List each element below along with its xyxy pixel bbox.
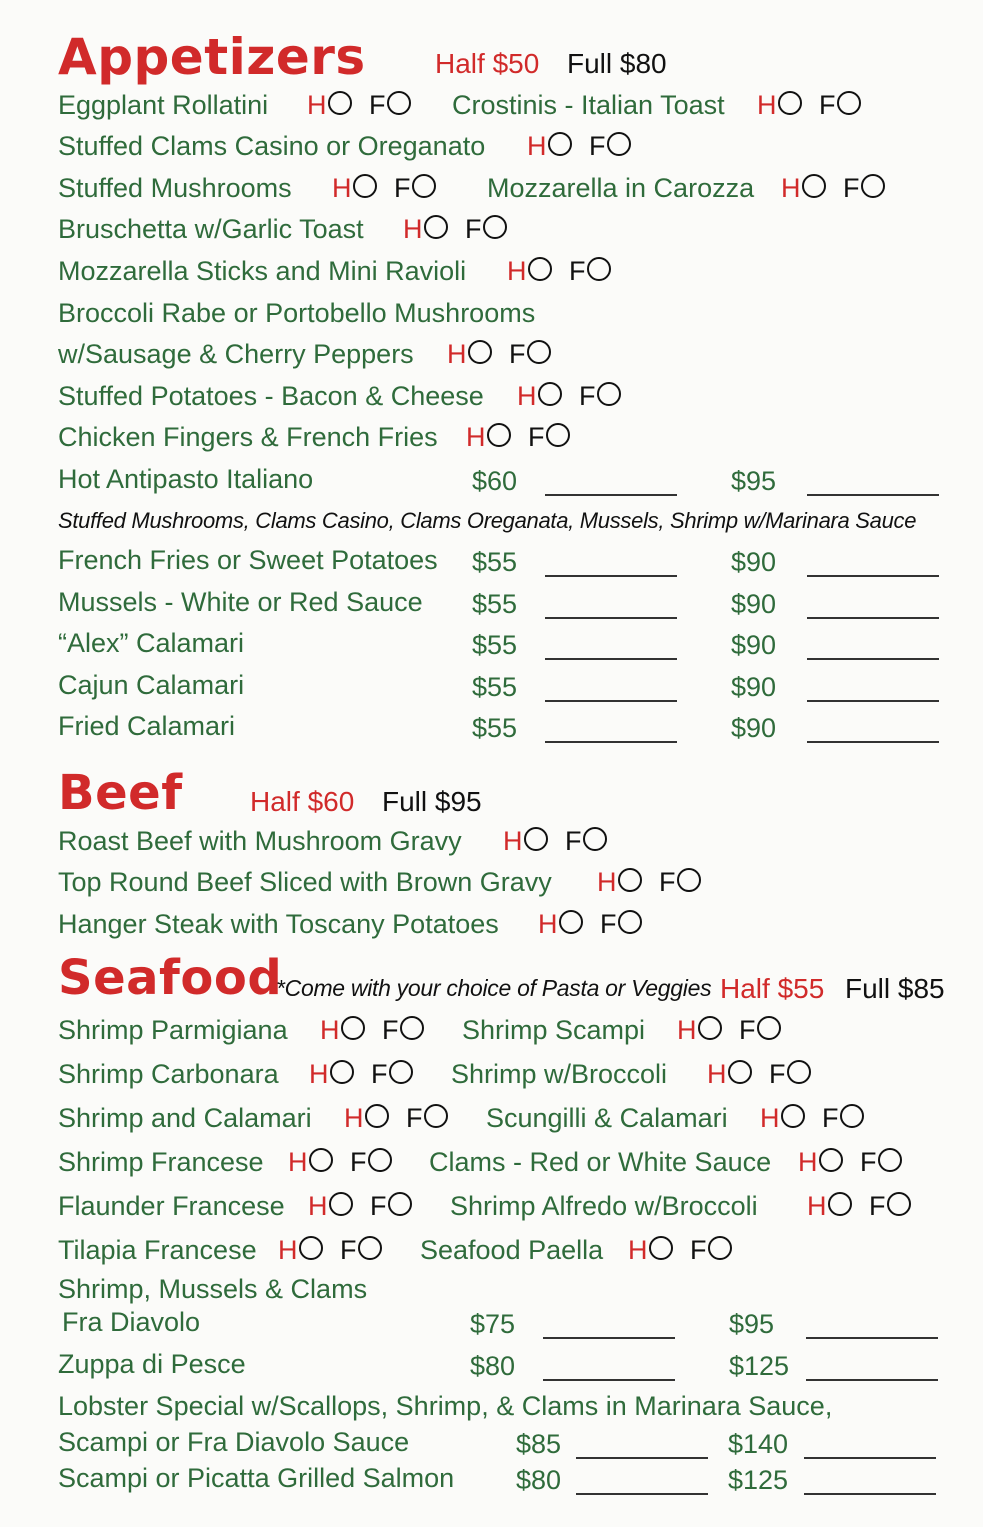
full-label: F [869, 1191, 886, 1221]
full-checkbox[interactable] [483, 215, 507, 239]
order-options [538, 909, 642, 940]
half-qty-line[interactable] [543, 1379, 675, 1381]
full-checkbox[interactable] [607, 132, 631, 156]
full-checkbox[interactable] [546, 423, 570, 447]
half-checkbox[interactable] [649, 1236, 673, 1260]
full-label: F [819, 90, 836, 120]
item-top-round-beef: Top Round Beef Sliced with Brown Gravy [58, 867, 552, 897]
full-checkbox[interactable] [757, 1016, 781, 1040]
order-options [798, 1147, 902, 1178]
order-options [517, 381, 621, 412]
half-qty-line[interactable] [545, 617, 677, 619]
item-seafood-paella: Seafood Paella [420, 1235, 604, 1265]
full-label: F [350, 1147, 367, 1177]
full-checkbox[interactable] [861, 174, 885, 198]
full-checkbox[interactable] [837, 91, 861, 115]
half-qty-line[interactable] [576, 1493, 708, 1495]
beef-full-price: Full $95 [382, 786, 482, 817]
half-price: $55 [472, 713, 518, 743]
full-price: $95 [731, 466, 777, 496]
half-label: H [320, 1015, 340, 1045]
full-checkbox[interactable] [388, 1192, 412, 1216]
item-zuppa-di-pesce: Zuppa di Pesce [58, 1349, 246, 1379]
half-label: H [288, 1147, 308, 1177]
half-price: $85 [516, 1429, 562, 1459]
item-hot-antipasto: Hot Antipasto Italiano [58, 464, 314, 494]
order-options [677, 1015, 781, 1046]
item-mussels: Mussels - White or Red Sauce [58, 587, 423, 617]
item-scungilli-calamari: Scungilli & Calamari [486, 1103, 728, 1133]
half-price: $55 [472, 630, 518, 660]
half-price: $55 [472, 589, 518, 619]
half-checkbox[interactable] [353, 174, 377, 198]
item-broccoli-rabe: Broccoli Rabe or Portobello Mushrooms [58, 298, 536, 328]
half-checkbox[interactable] [524, 827, 548, 851]
half-label: H [538, 909, 558, 939]
half-label: H [707, 1059, 727, 1089]
half-label: H [308, 1191, 328, 1221]
full-checkbox[interactable] [840, 1104, 864, 1128]
item-eggplant-rollatini: Eggplant Rollatini [58, 90, 269, 120]
full-label: F [509, 339, 526, 369]
half-price: $80 [516, 1465, 562, 1495]
item-lobster-special: Lobster Special w/Scallops, Shrimp, & Clams in Marinara Sauce, [58, 1391, 833, 1421]
order-options [760, 1103, 864, 1134]
order-options [332, 173, 436, 204]
item-french-fries: French Fries or Sweet Potatoes [58, 545, 438, 575]
half-label: H [309, 1059, 329, 1089]
item-chicken-fingers: Chicken Fingers & French Fries [58, 422, 438, 452]
item-stuffed-clams: Stuffed Clams Casino or Oreganato [58, 131, 486, 161]
half-label: H [307, 90, 327, 120]
appetizers-half-price: Half $50 [435, 48, 540, 79]
half-label: H [403, 214, 423, 244]
half-qty-line[interactable] [545, 700, 677, 702]
full-label: F [769, 1059, 786, 1089]
half-qty-line[interactable] [543, 1337, 675, 1339]
full-label: F [382, 1015, 399, 1045]
half-checkbox[interactable] [487, 423, 511, 447]
full-label: F [659, 867, 676, 897]
half-checkbox[interactable] [618, 868, 642, 892]
item-crostinis: Crostinis - Italian Toast [452, 90, 725, 120]
full-checkbox[interactable] [400, 1016, 424, 1040]
full-price: $90 [731, 713, 777, 743]
order-options [807, 1191, 911, 1222]
half-checkbox[interactable] [309, 1148, 333, 1172]
antipasto-note: Stuffed Mushrooms, Clams Casino, Clams Oreganata, Mussels, Shrimp w/Marinara Sauce [58, 508, 917, 533]
full-checkbox[interactable] [618, 910, 642, 934]
item-shrimp-scampi: Shrimp Scampi [462, 1015, 646, 1045]
full-label: F [739, 1015, 756, 1045]
full-qty-line[interactable] [807, 494, 939, 496]
beef-title: Beef [58, 765, 183, 821]
half-label: H [597, 867, 617, 897]
full-checkbox[interactable] [358, 1236, 382, 1260]
full-checkbox[interactable] [677, 868, 701, 892]
full-label: F [569, 256, 586, 286]
item-stuffed-mushrooms: Stuffed Mushrooms [58, 173, 292, 203]
half-checkbox[interactable] [329, 1192, 353, 1216]
full-label: F [528, 422, 545, 452]
item-shrimp-carbonara: Shrimp Carbonara [58, 1059, 279, 1089]
full-checkbox[interactable] [597, 382, 621, 406]
half-checkbox[interactable] [698, 1016, 722, 1040]
item-shrimp-calamari: Shrimp and Calamari [58, 1103, 312, 1133]
half-qty-line[interactable] [576, 1457, 708, 1459]
order-options [597, 867, 701, 898]
full-price: $90 [731, 589, 777, 619]
order-options [707, 1059, 811, 1090]
half-qty-line[interactable] [545, 575, 677, 577]
full-checkbox[interactable] [368, 1148, 392, 1172]
order-options [507, 256, 611, 287]
appetizers-full-price: Full $80 [567, 48, 667, 79]
full-qty-line[interactable] [804, 1457, 936, 1459]
full-label: F [370, 1191, 387, 1221]
full-qty-line[interactable] [807, 741, 939, 743]
full-qty-line[interactable] [806, 1379, 938, 1381]
order-options [781, 173, 885, 204]
item-tilapia-francese: Tilapia Francese [58, 1235, 257, 1265]
half-label: H [807, 1191, 827, 1221]
item-scampi-fra-diavolo: Scampi or Fra Diavolo Sauce [58, 1427, 410, 1457]
half-checkbox[interactable] [778, 91, 802, 115]
item-broccoli-rabe-cont: w/Sausage & Cherry Peppers [58, 339, 414, 369]
half-checkbox[interactable] [528, 257, 552, 281]
full-qty-line[interactable] [807, 617, 939, 619]
full-checkbox[interactable] [424, 1104, 448, 1128]
order-options [320, 1015, 424, 1046]
half-checkbox[interactable] [802, 174, 826, 198]
full-label: F [822, 1103, 839, 1133]
half-qty-line[interactable] [545, 494, 677, 496]
half-price: $55 [472, 672, 518, 702]
item-shrimp-francese: Shrimp Francese [58, 1147, 264, 1177]
half-price: $80 [470, 1351, 516, 1381]
item-roast-beef: Roast Beef with Mushroom Gravy [58, 826, 462, 856]
full-checkbox[interactable] [389, 1060, 413, 1084]
order-options [447, 339, 551, 370]
half-checkbox[interactable] [365, 1104, 389, 1128]
full-price: $125 [729, 1351, 790, 1381]
item-shrimp-broccoli: Shrimp w/Broccoli [451, 1059, 668, 1089]
item-shrimp-alfredo: Shrimp Alfredo w/Broccoli [450, 1191, 758, 1221]
half-checkbox[interactable] [548, 132, 572, 156]
half-qty-line[interactable] [545, 658, 677, 660]
order-options [309, 1059, 413, 1090]
half-checkbox[interactable] [328, 91, 352, 115]
full-price: $95 [729, 1309, 775, 1339]
full-qty-line[interactable] [807, 575, 939, 577]
full-label: F [589, 131, 606, 161]
full-label: F [369, 90, 386, 120]
full-price: $125 [728, 1465, 789, 1495]
order-options [628, 1235, 732, 1266]
full-label: F [394, 173, 411, 203]
half-label: H [760, 1103, 780, 1133]
half-checkbox[interactable] [781, 1104, 805, 1128]
item-alex-calamari: “Alex” Calamari [58, 628, 245, 658]
item-shrimp-parmigiana: Shrimp Parmigiana [58, 1015, 288, 1045]
full-qty-line[interactable] [804, 1493, 936, 1495]
item-fra-diavolo-cont: Fra Diavolo [62, 1307, 201, 1337]
seafood-full-price: Full $85 [845, 973, 945, 1004]
item-mozzarella-sticks: Mozzarella Sticks and Mini Ravioli [58, 256, 467, 286]
half-price: $75 [470, 1309, 516, 1339]
full-label: F [371, 1059, 388, 1089]
half-label: H [628, 1235, 648, 1265]
full-label: F [843, 173, 860, 203]
item-fried-calamari: Fried Calamari [58, 711, 236, 741]
full-label: F [565, 826, 582, 856]
half-label: H [466, 422, 486, 452]
item-mozzarella-carozza: Mozzarella in Carozza [487, 173, 755, 203]
order-options [288, 1147, 392, 1178]
order-options [308, 1191, 412, 1222]
half-label: H [527, 131, 547, 161]
order-options [503, 826, 607, 857]
half-checkbox[interactable] [330, 1060, 354, 1084]
full-label: F [690, 1235, 707, 1265]
seafood-note: *Come with your choice of Pasta or Veggies [276, 975, 712, 1001]
half-label: H [503, 826, 523, 856]
seafood-title: Seafood [58, 950, 283, 1006]
half-label: H [447, 339, 467, 369]
half-label: H [517, 381, 537, 411]
item-cajun-calamari: Cajun Calamari [58, 670, 245, 700]
half-checkbox[interactable] [728, 1060, 752, 1084]
order-options [344, 1103, 448, 1134]
full-checkbox[interactable] [878, 1148, 902, 1172]
full-price: $90 [731, 630, 777, 660]
full-qty-line[interactable] [807, 700, 939, 702]
half-label: H [507, 256, 527, 286]
full-checkbox[interactable] [583, 827, 607, 851]
order-options [403, 214, 507, 245]
half-label: H [332, 173, 352, 203]
beef-half-price: Half $60 [250, 786, 355, 817]
half-checkbox[interactable] [468, 340, 492, 364]
half-checkbox[interactable] [538, 382, 562, 406]
item-hanger-steak: Hanger Steak with Toscany Potatoes [58, 909, 499, 939]
half-checkbox[interactable] [828, 1192, 852, 1216]
seafood-half-price: Half $55 [720, 973, 825, 1004]
item-clams-sauce: Clams - Red or White Sauce [429, 1147, 772, 1177]
half-checkbox[interactable] [341, 1016, 365, 1040]
full-label: F [579, 381, 596, 411]
half-label: H [781, 173, 801, 203]
half-label: H [344, 1103, 364, 1133]
full-label: F [340, 1235, 357, 1265]
full-qty-line[interactable] [806, 1337, 938, 1339]
full-label: F [600, 909, 617, 939]
order-options [307, 90, 411, 121]
full-qty-line[interactable] [807, 658, 939, 660]
full-label: F [406, 1103, 423, 1133]
full-label: F [860, 1147, 877, 1177]
full-price: $140 [728, 1429, 789, 1459]
half-checkbox[interactable] [299, 1236, 323, 1260]
item-flaunder-francese: Flaunder Francese [58, 1191, 285, 1221]
order-options [278, 1235, 382, 1266]
full-checkbox[interactable] [587, 257, 611, 281]
half-checkbox[interactable] [424, 215, 448, 239]
half-price: $60 [472, 466, 518, 496]
full-checkbox[interactable] [527, 340, 551, 364]
order-options [757, 90, 861, 121]
half-checkbox[interactable] [819, 1148, 843, 1172]
full-checkbox[interactable] [887, 1192, 911, 1216]
item-fra-diavolo: Shrimp, Mussels & Clams [58, 1274, 368, 1304]
appetizers-title: Appetizers [58, 28, 366, 86]
item-grilled-salmon: Scampi or Picatta Grilled Salmon [58, 1463, 455, 1493]
order-options [466, 422, 570, 453]
full-checkbox[interactable] [387, 91, 411, 115]
full-checkbox[interactable] [412, 174, 436, 198]
half-label: H [798, 1147, 818, 1177]
item-bruschetta: Bruschetta w/Garlic Toast [58, 214, 364, 244]
half-qty-line[interactable] [545, 741, 677, 743]
half-label: H [757, 90, 777, 120]
full-label: F [465, 214, 482, 244]
order-options [527, 131, 631, 162]
full-checkbox[interactable] [708, 1236, 732, 1260]
half-checkbox[interactable] [559, 910, 583, 934]
full-price: $90 [731, 672, 777, 702]
half-label: H [278, 1235, 298, 1265]
half-label: H [677, 1015, 697, 1045]
full-price: $90 [731, 547, 777, 577]
half-price: $55 [472, 547, 518, 577]
item-stuffed-potatoes: Stuffed Potatoes - Bacon & Cheese [58, 381, 484, 411]
full-checkbox[interactable] [787, 1060, 811, 1084]
